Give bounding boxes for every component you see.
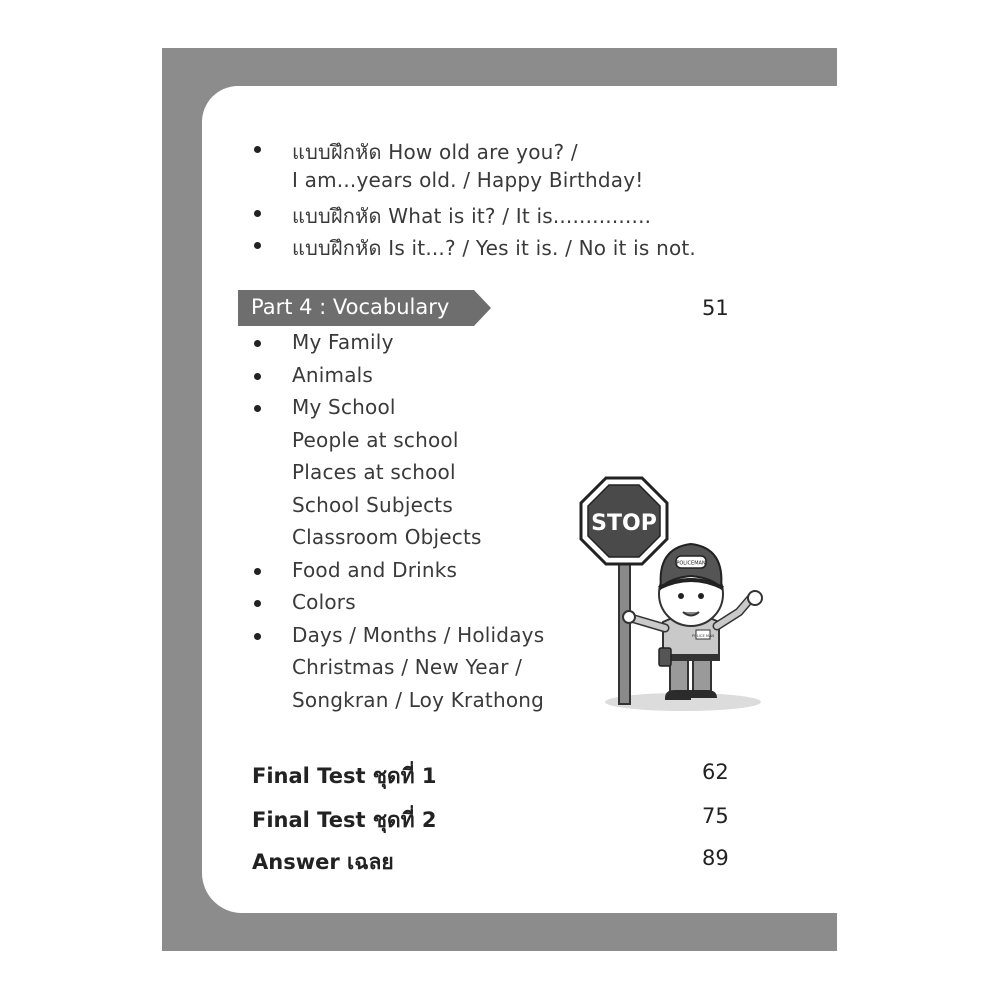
helmet-badge-text: POLICEMAN (676, 560, 706, 567)
vocab-item-my-school: My School (292, 395, 396, 419)
bullet-icon (254, 242, 261, 249)
toc-final-test-1-page: 62 (702, 760, 729, 784)
toc-final-test-2: Final Test ชุดที่ 2 (252, 808, 437, 832)
toc-final-test-1: Final Test ชุดที่ 1 (252, 764, 437, 788)
vocab-item-colors: Colors (292, 590, 356, 614)
waving-hand (748, 591, 762, 605)
vocab-item-days-months-holidays: Days / Months / Holidays (292, 623, 545, 647)
bullet-icon (254, 568, 261, 575)
vocab-subitem-classroom-objects: Classroom Objects (292, 525, 482, 549)
part-4-title: Part 4 : Vocabulary (251, 295, 450, 319)
part-4-page-number: 51 (702, 296, 729, 320)
right-shoe (691, 690, 717, 698)
toc-final-test-2-page: 75 (702, 804, 729, 828)
toc-answer-key-page: 89 (702, 846, 729, 870)
vocab-subitem-school-subjects: School Subjects (292, 493, 453, 517)
vocab-subitem-christmas-new-year: Christmas / New Year / (292, 655, 523, 679)
left-eye (678, 593, 684, 599)
bullet-icon (254, 340, 261, 347)
left-hand (623, 611, 635, 623)
practice-item-is-it: แบบฝึกหัด Is it...? / Yes it is. / No it is not. (292, 236, 696, 260)
vocab-item-my-family: My Family (292, 330, 394, 354)
bullet-icon (254, 373, 261, 380)
stop-sign-icon (581, 478, 667, 564)
bullet-icon (254, 405, 261, 412)
toc-answer-key: Answer เฉลย (252, 850, 394, 874)
left-shoe (665, 690, 691, 700)
vocab-subitem-songkran-loy-krathong: Songkran / Loy Krathong (292, 688, 545, 712)
radio-icon (659, 648, 671, 666)
vocab-subitem-places-at-school: Places at school (292, 460, 456, 484)
policeman-stop-sign-illustration (575, 470, 775, 715)
part-4-banner (238, 290, 474, 326)
sign-pole (619, 558, 630, 704)
bullet-icon (254, 633, 261, 640)
vocab-subitem-people-at-school: People at school (292, 428, 459, 452)
practice-item-how-old: แบบฝึกหัด How old are you? / (292, 140, 578, 164)
bullet-icon (254, 146, 261, 153)
bullet-icon (254, 600, 261, 607)
practice-item-what-is-it: แบบฝึกหัด What is it? / It is............... (292, 204, 652, 228)
vocab-item-food-and-drinks: Food and Drinks (292, 558, 458, 582)
vocab-item-animals: Animals (292, 363, 374, 387)
bullet-icon (254, 210, 261, 217)
stop-sign-text: STOP (591, 511, 657, 536)
practice-item-how-old-cont: I am...years old. / Happy Birthday! (292, 168, 644, 192)
right-eye (698, 593, 704, 599)
uniform-badge-text: POLICE MAN (691, 634, 715, 638)
